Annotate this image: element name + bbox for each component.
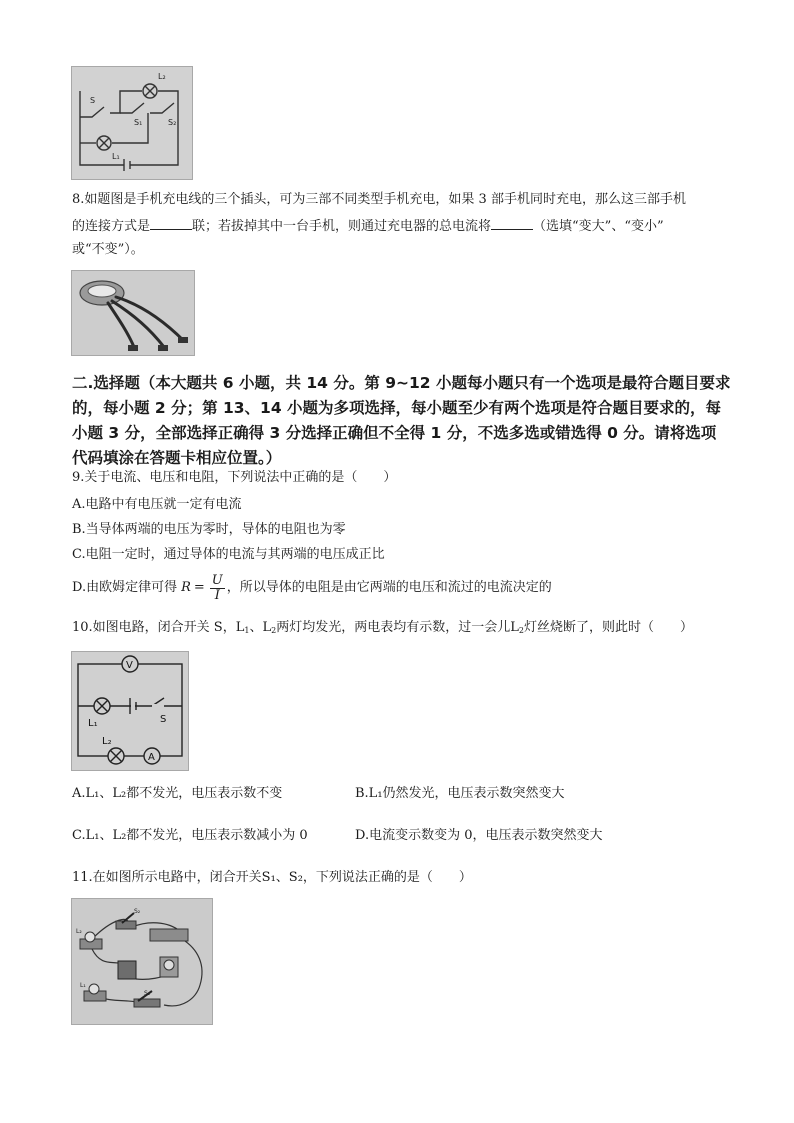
circuit-photo-q11 (71, 898, 213, 1025)
q10-stem-pre: 10.如图电路，闭合开关 S， (72, 620, 236, 635)
fig1-label-s2: S₂ (168, 118, 177, 127)
section2-line-3: 小题 3 分，全部选择正确得 3 分选择正确但不全得 1 分，不选多选或错选得 0 分。请将选项 (72, 424, 717, 442)
q10-l2-sub: 2 (271, 626, 277, 635)
section2-line-2: 的，每小题 2 分；第 13、14 小题为多项选择，每小题至少有两个选项是符合题目要求的，每 (72, 399, 722, 417)
ohm-fraction (210, 574, 225, 603)
q9-option-a[interactable]: A.电路中有电压就一定有电流 (72, 497, 242, 512)
fig1-label-s: S (90, 96, 96, 105)
circuit-diagram-2 (72, 652, 188, 770)
fig4-label-s1: S₁ (144, 990, 151, 997)
q8-text-b: 联；若拔掉其中一台手机，则通过充电器的总电流将 (192, 219, 492, 234)
q8-line-1: 8.如题图是手机充电线的三个插头，可为三部不同类型手机充电，如果 3 部手机同时充电，那么这三部手机 (72, 192, 686, 207)
fraction-numerator: U (211, 572, 223, 588)
fig3-label-a: A (148, 752, 155, 763)
q10-option-b[interactable]: B.L₁仍然发光，电压表示数突然变大 (355, 786, 565, 801)
charger-cable-photo (71, 270, 195, 356)
q9-option-d[interactable] (72, 571, 552, 605)
fig1-label-l1: L₁ (112, 152, 120, 161)
q8-line-2 (72, 215, 664, 237)
fig4-label-l2: L₂ (76, 928, 82, 935)
fig4-label-l1: L₁ (80, 982, 86, 989)
q8-line-3: 或“不变”）。 (72, 242, 144, 257)
q10-option-d[interactable]: D.电流变示数变为 0，电压表示数突然变大 (355, 828, 603, 843)
q10-l2-name: L (262, 620, 272, 635)
q10-l2-name-b: L (510, 620, 519, 635)
section2-line-1: 二.选择题（本大题共 6 小题，共 14 分。第 9~12 小题每小题只有一个选项是最符合题目要求 (72, 374, 731, 392)
q8-blank-2[interactable] (491, 215, 533, 230)
circuit-diagram-1 (72, 67, 192, 179)
fig1-label-l2: L₂ (158, 72, 166, 81)
fraction-denominator: I (214, 587, 220, 603)
fig3-label-l1: L₁ (88, 718, 98, 729)
q10-l1-name: L (235, 620, 245, 635)
fig1-label-s1: S₁ (134, 118, 143, 127)
q9-d-suffix: ，所以导体的电阻是由它两端的电压和流过的电流决定的 (226, 580, 552, 595)
q11-stem: 11.在如图所示电路中，闭合开关S₁、S₂，下列说法正确的是（ ） (72, 870, 472, 885)
circuit-figure-q7 (71, 66, 193, 180)
q10-stem-post: 灯丝烧断了，则此时（ ） (523, 620, 693, 635)
q8-blank-1[interactable] (150, 215, 192, 230)
q10-stem (72, 618, 693, 641)
circuit-photo-image (72, 899, 212, 1024)
q10-option-a[interactable]: A.L₁、L₂都不发光，电压表示数不变 (72, 786, 283, 801)
q9-d-r: R (181, 580, 191, 595)
q9-stem: 9.关于电流、电压和电阻，下列说法中正确的是（ ） (72, 470, 397, 485)
fig3-label-s: S (160, 714, 167, 725)
q10-l2-sub-b: 2 (518, 626, 524, 635)
q8-text-a: 的连接方式是 (72, 219, 151, 234)
q8-text-c: （选填“变大”、“变小” (533, 219, 664, 234)
charger-cable-image (72, 271, 194, 355)
fig3-label-l2: L₂ (102, 736, 112, 747)
section2-line-4: 代码填涂在答题卡相应位置。） (72, 449, 282, 467)
circuit-figure-q10 (71, 651, 189, 771)
q9-d-eq: = (193, 580, 205, 595)
fig4-label-s2: S₂ (134, 908, 141, 915)
q9-d-prefix: D.由欧姆定律可得 (72, 580, 178, 595)
fig3-label-v: V (126, 660, 133, 671)
q9-option-c[interactable]: C.电阻一定时，通过导体的电流与其两端的电压成正比 (72, 547, 385, 562)
q10-stem-mid: 两灯均发光，两电表均有示数，过一会儿 (276, 620, 511, 635)
q10-l1-sub: 1 (244, 626, 250, 635)
q10-option-c[interactable]: C.L₁、L₂都不发光，电压表示数减小为 0 (72, 828, 308, 843)
q10-sep: 、 (249, 620, 263, 635)
q9-option-b[interactable]: B.当导体两端的电压为零时，导体的电阻也为零 (72, 522, 346, 537)
